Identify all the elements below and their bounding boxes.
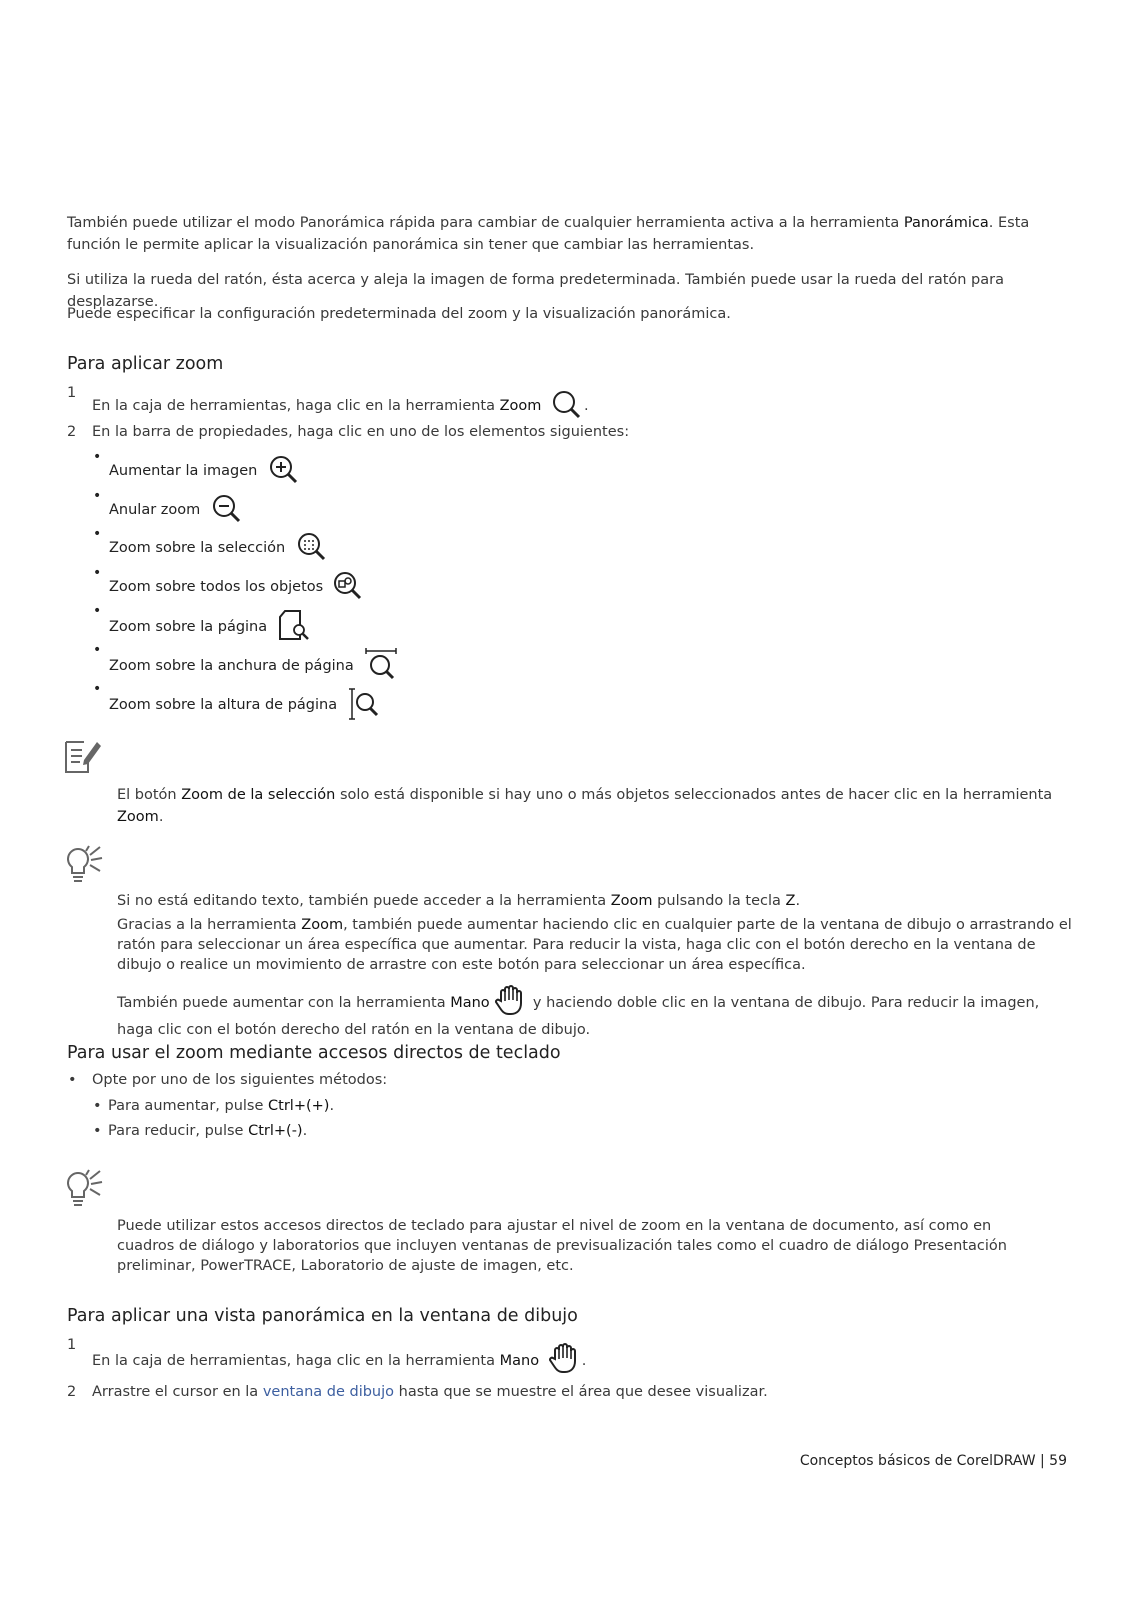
intro-paragraph-3: Puede especificar la configuración predeterminada del zoom y la visualización panorámica. — [67, 306, 731, 322]
page-footer: Conceptos básicos de CorelDRAW | 59 — [799, 1453, 1067, 1469]
tip-zoom-drag: Gracias a la herramienta Zoom, también puede aumentar haciendo clic en cualquier parte de la ventana de dibujo o arrastrando el ratón para seleccionar un área específica que aumentar. Para reducir la vista, haga clic con el botón derecho en la ventana de dibujo o realice un movimiento de arrastre con este botón para seleccionar un área específica. — [117, 917, 1072, 973]
zoom-page-height-icon — [348, 687, 382, 721]
tip-hand-zoom: También puede aumentar con la herramienta Mano y haciendo doble clic en la ventana de dibujo. Para reducir la imagen, haga clic con el botón derecho del ratón en la ventana de dibujo. — [117, 983, 1072, 1043]
zoom-all-objects-icon — [332, 571, 364, 601]
zoom-selection-icon — [296, 532, 328, 562]
zoom-heading: Para aplicar zoom — [67, 354, 224, 374]
shortcut-heading: Para usar el zoom mediante accesos directos de teclado — [67, 1043, 561, 1063]
tip-shortcuts-dialogs: Puede utilizar estos accesos directos de teclado para ajustar el nivel de zoom en la ventana de documento, así como en cuadros de diálogo y laboratorios que incluyen ventanas de previsualización tales como el cuadro de diálogo Presentación preliminar, PowerTRACE, Laboratorio de ajuste de imagen, etc. — [117, 1218, 1007, 1274]
hand-icon — [494, 983, 528, 1017]
note-zoom-selection: El botón Zoom de la selección solo está disponible si hay uno o más objetos seleccionados antes de hacer clic en la herramienta Zoom. — [117, 787, 1053, 825]
zoom-page-icon — [278, 609, 312, 643]
tip-shortcut-z: Si no está editando texto, también puede acceder a la herramienta Zoom pulsando la tecla Z. — [117, 893, 801, 909]
tip-icon — [64, 1169, 106, 1209]
zoom-page-width-icon — [364, 648, 400, 682]
zoom-tool-icon — [550, 389, 584, 419]
zoom-out-icon — [211, 494, 243, 524]
page-number: 59 — [1049, 1453, 1067, 1469]
tip-icon — [64, 845, 106, 885]
intro-paragraph-2: Si utiliza la rueda del ratón, ésta acerca y aleja la imagen de forma predeterminada. También puede usar la rueda del ratón para desplazarse. — [67, 272, 1004, 310]
note-icon — [64, 738, 104, 774]
drawing-window-link[interactable]: ventana de dibujo — [262, 1384, 395, 1400]
zoom-in-icon — [268, 455, 300, 485]
pan-heading: Para aplicar una vista panorámica en la ventana de dibujo — [67, 1306, 578, 1326]
document-page: También puede utilizar el modo Panorámica rápida para cambiar de cualquier herramienta activa a la herramienta Panorámica. Esta función le permite aplicar la visualización panorámica sin tener que cambiar las herramientas. Si utiliza la rueda del ratón, ésta acerca y aleja la imagen de forma predeterminada. También puede usar la rueda del ratón para desplazarse. Puede especificar la configuración predeterminada del zoom y la visualización panorámica. Para aplicar zoom 1 En la caja de herramientas, haga clic en la herramienta Zoom . 2 En la barra de propiedades, haga clic en uno de los elementos siguientes: • Aumentar la imagen • Anular zoom • Zoom sobre la selección • Zoom sobre todos los objetos • Zoom sobre la página • Zoom sobre la anchura de página • Zoom sobre la altura de página El botón Zoom de la selección solo está disponible si hay uno o más objetos seleccionados antes de hacer clic en la herramienta Zoom. Si no está editando texto, también puede acceder a la herramienta Zoom pulsando la tecla Z. Gracias a la herramienta Zoom, también puede aumentar haciendo clic en cualquier parte de la ventana de dibujo o arrastrando el ratón para seleccionar un área específica que aumentar. Para reducir la vista, haga clic con el botón derecho en la ventana de dibujo o realice un movimiento de arrastre con este botón para seleccionar un área específica. También puede aumentar con la herramienta Mano y haciendo doble clic en la ventana de dibujo. Para reducir la imagen, haga clic con el botón derecho del ratón en la ventana de dibujo. Para usar el zoom mediante accesos directos de teclado • Opte por uno de los siguientes métodos: • Para aumentar, pulse Ctrl+(+). • Para reducir, pulse Ctrl+(-). Puede utilizar estos accesos directos de teclado para ajustar el nivel de zoom en la ventana de documento, así como en cuadros de diálogo y laboratorios que incluyen ventanas de previsualización tales como el cuadro de diálogo Presentación preliminar, PowerTRACE, Laboratorio de ajuste de imagen, etc. Para aplicar una vista panorámica en la ventana de dibujo 1 En la caja de herramientas, haga clic en la herramienta Mano . 2 Arrastre el cursor en la ventana de dibujo hasta que se muestre el área que desee visualizar. Conceptos básicos de CorelDRAW | 59 — [0, 0, 1132, 1601]
intro-paragraph-1: También puede utilizar el modo Panorámica rápida para cambiar de cualquier herramienta activa a la herramienta Panorámica. Esta función le permite aplicar la visualización panorámica sin tener que cambiar las herramientas. — [67, 215, 1030, 253]
hand-icon — [548, 1341, 582, 1375]
